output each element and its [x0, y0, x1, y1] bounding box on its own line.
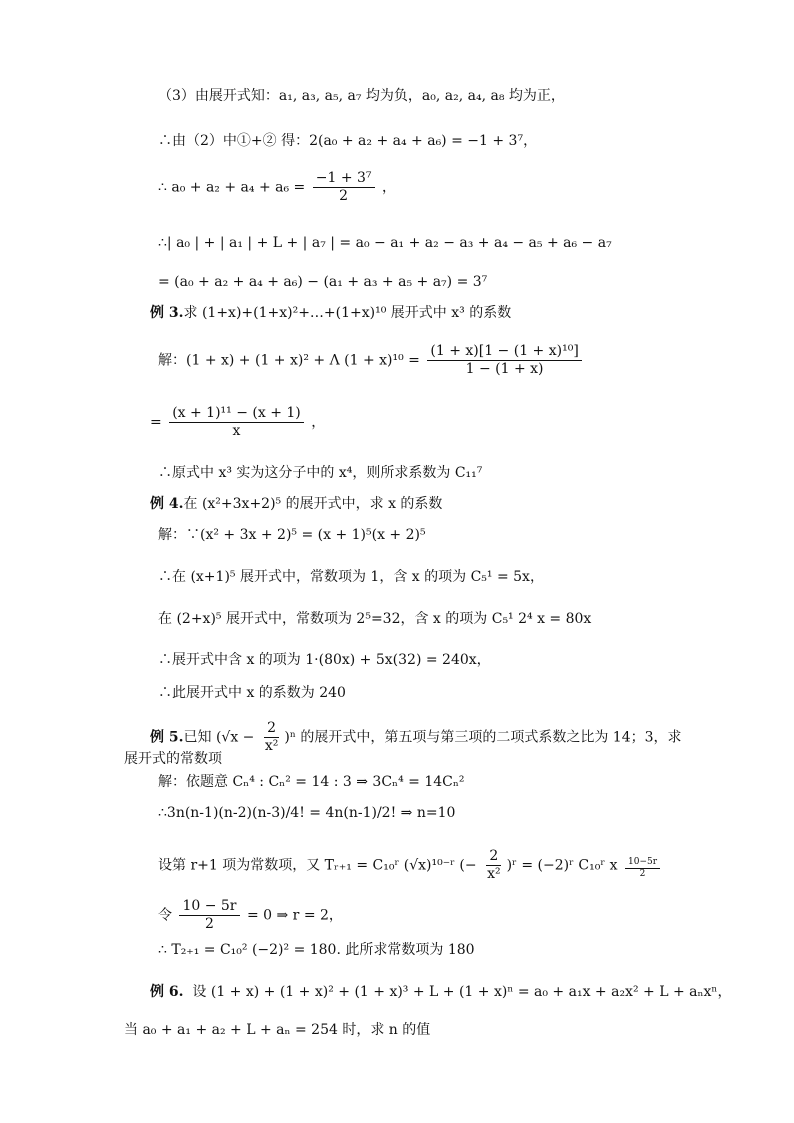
- example-text: )ⁿ 的展开式中，第五项与第三项的二项式系数之比为 14；3，求: [284, 729, 682, 746]
- example-text: 在 (x²+3x+2)⁵ 的展开式中，求 x 的系数: [183, 496, 443, 512]
- equation-text: )ʳ = (−2)ʳ C₁₀ʳ x: [506, 857, 618, 874]
- example-label: 例 5.: [150, 729, 184, 746]
- fraction-denominator: 2: [639, 868, 646, 879]
- punctuation: ，: [311, 414, 326, 431]
- example-6-heading: [150, 982, 731, 1002]
- equation-lhs: 解：(1 + x) + (1 + x)² + Λ (1 + x)¹⁰ =: [158, 352, 420, 369]
- fraction: [262, 720, 282, 755]
- fraction-denominator: x²: [487, 866, 501, 882]
- equation-lhs: ∴ a₀ + a₂ + a₄ + a₆ =: [158, 179, 306, 196]
- example-text: 设 (1 + x) + (1 + x)² + (1 + x)³ + L + (1 + x)ⁿ = a₀ + a₁x + a₂x² + L + aₙxⁿ，: [192, 984, 732, 1000]
- fraction-denominator: x: [232, 423, 241, 439]
- fraction-numerator: 10−5r: [625, 857, 660, 869]
- text-line: 解：∵(x² + 3x + 2)⁵ = (x + 1)⁵(x + 2)⁵: [158, 527, 426, 543]
- text-line: （3）由展开式知：a₁, a₃, a₅, a₇ 均为负，a₀, a₂, a₄, a₈ 均为正，: [158, 88, 565, 104]
- equation-text: 令: [158, 907, 172, 924]
- equation-line: [150, 405, 325, 440]
- equation-line: [158, 848, 663, 883]
- text-line: 在 (2+x)⁵ 展开式中，常数项为 2⁵=32，含 x 的项为 C₅¹ 2⁴ x = 80x: [158, 611, 592, 627]
- fraction: [484, 848, 504, 883]
- fraction: [169, 405, 304, 440]
- equation-line: [158, 343, 585, 378]
- text-line: ∴ T₂₊₁ = C₁₀² (−2)² = 180. 此所求常数项为 180: [158, 942, 475, 958]
- text-line: ∴3n(n-1)(n-2)(n-3)/4! = 4n(n-1)/2! ⇒ n=10: [158, 805, 456, 821]
- example-label: 例 4.: [150, 496, 184, 512]
- fraction: [179, 898, 239, 933]
- fraction-numerator: 10 − 5r: [179, 898, 239, 916]
- example-label: 例 6.: [150, 984, 184, 1000]
- example-text: 求 (1+x)+(1+x)²+…+(1+x)¹⁰ 展开式中 x³ 的系数: [183, 305, 512, 321]
- fraction-numerator: 2: [264, 720, 279, 738]
- example-text: 已知 (√x −: [183, 729, 255, 746]
- example-label: 例 3.: [150, 305, 184, 321]
- equation-text: = 0 ⇒ r = 2，: [246, 907, 343, 924]
- text-line: 展开式的常数项: [124, 751, 222, 767]
- fraction-numerator: −1 + 3⁷: [313, 170, 375, 188]
- fraction-numerator: (x + 1)¹¹ − (x + 1): [169, 405, 304, 423]
- fraction-numerator: (1 + x)[1 − (1 + x)¹⁰]: [427, 343, 581, 361]
- example-3-heading: [150, 303, 511, 323]
- text-line: = (a₀ + a₂ + a₄ + a₆) − (a₁ + a₃ + a₅ + a₇) = 3⁷: [158, 274, 488, 290]
- equals-sign: =: [150, 414, 162, 431]
- example-5-heading: [150, 720, 682, 755]
- text-line: ∴| a₀ | + | a₁ | + L + | a₇ | = a₀ − a₁ + a₂ − a₃ + a₄ − a₅ + a₆ − a₇: [158, 235, 612, 251]
- text-line: ∴由（2）中①+② 得：2(a₀ + a₂ + a₄ + a₆) = −1 + 3⁷，: [158, 133, 538, 149]
- equation-text: 设第 r+1 项为常数项，又 Tᵣ₊₁ = C₁₀ʳ (√x)¹⁰⁻ʳ (−: [158, 857, 477, 874]
- text-line: ∴原式中 x³ 实为这分子中的 x⁴，则所求系数为 C₁₁⁷: [158, 465, 483, 481]
- equation-line: [158, 170, 396, 205]
- equation-line: [158, 898, 343, 933]
- fraction-denominator: 2: [339, 188, 349, 204]
- text-line: ∴此展开式中 x 的系数为 240: [158, 685, 346, 701]
- punctuation: ，: [381, 179, 396, 196]
- fraction-denominator: 2: [205, 916, 214, 932]
- fraction-denominator: x²: [264, 738, 279, 754]
- example-4-heading: [150, 494, 442, 514]
- text-line: 当 a₀ + a₁ + a₂ + L + aₙ = 254 时，求 n 的值: [124, 1022, 431, 1038]
- fraction-denominator: 1 − (1 + x): [465, 361, 544, 377]
- fraction: [313, 170, 375, 205]
- text-line: ∴在 (x+1)⁵ 展开式中，常数项为 1，含 x 的项为 C₅¹ = 5x，: [158, 569, 544, 585]
- fraction-numerator: 2: [486, 848, 501, 866]
- text-line: ∴展开式中含 x 的项为 1·(80x) + 5x(32) = 240x，: [158, 652, 491, 668]
- fraction: [427, 343, 581, 378]
- exponent-fraction: [625, 857, 660, 880]
- text-line: 解：依题意 Cₙ⁴ : Cₙ² = 14 : 3 ⇒ 3Cₙ⁴ = 14Cₙ²: [158, 774, 465, 790]
